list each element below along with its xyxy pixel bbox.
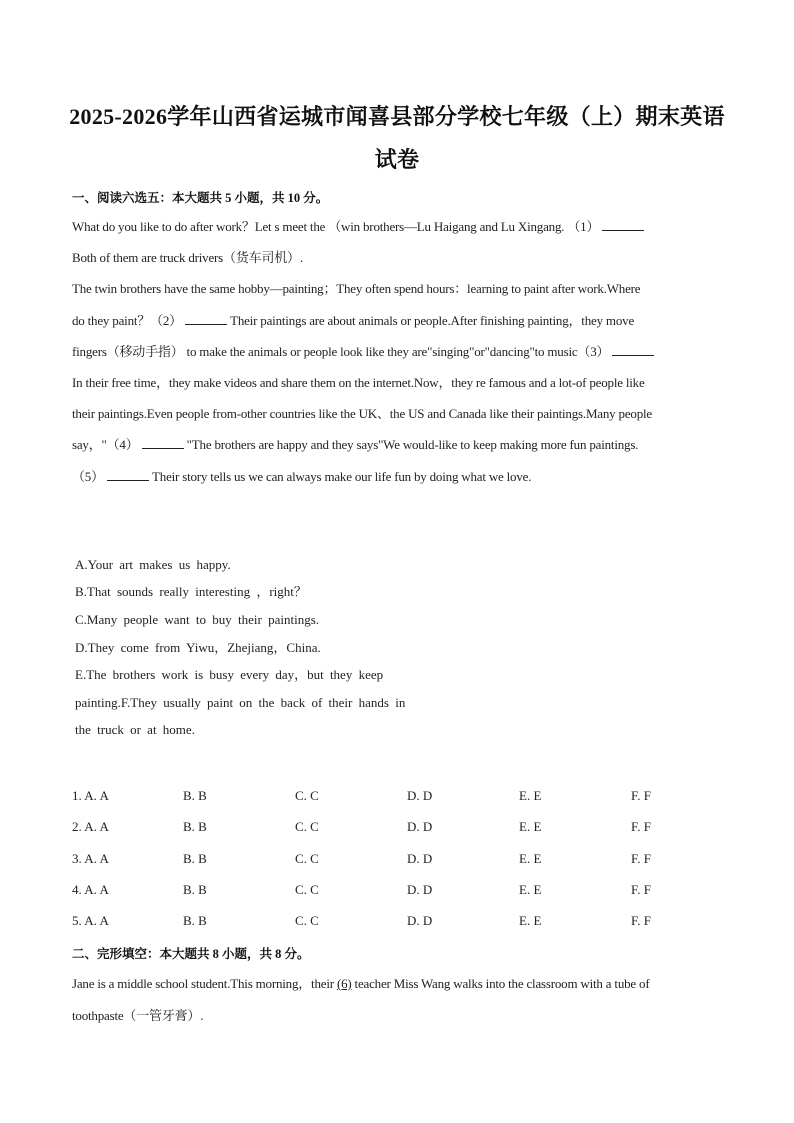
choice-d[interactable]: D. D xyxy=(407,788,433,803)
passage-line-3 xyxy=(72,280,722,298)
choice-d[interactable]: D. D xyxy=(407,851,433,866)
choice-b[interactable]: B. B xyxy=(183,882,207,897)
choice-d[interactable]: D. D xyxy=(407,882,433,897)
option-b: B.That sounds really interesting ，right？ xyxy=(75,584,307,599)
exam-title-line-2: 试卷 xyxy=(374,147,420,172)
choice-b[interactable]: B. B xyxy=(183,913,207,928)
passage-text: their paintings.Even people from-other countries like the UK、the US and Canada like their paintings.Many people xyxy=(72,406,652,421)
option-e: E.The brothers work is busy every day，but they keep xyxy=(75,667,384,682)
section-2-heading: 二、完形填空：本大题共 8 小题，共 8 分。 xyxy=(72,947,310,961)
cloze-text: Jane is a middle school student.This morning，their xyxy=(72,976,337,991)
choice-f[interactable]: F. F xyxy=(631,882,651,897)
passage-text: fingers（移动手指） to make the animals or people look like they are"singing"or"dancing"to music（3） xyxy=(72,344,610,359)
answer-blank-2[interactable] xyxy=(185,312,227,325)
passage-text: Both of them are truck drivers（货车司机）. xyxy=(72,250,303,265)
option-e-f: painting.F.They usually paint on the back of their hands in xyxy=(75,695,406,710)
passage-text: Their story tells us we can always make our life fun by doing what we love. xyxy=(152,469,532,484)
question-number-choice-a[interactable]: 3. A. A xyxy=(72,851,109,866)
passage-line-9 xyxy=(72,468,722,486)
choice-e[interactable]: E. E xyxy=(519,851,542,866)
choice-c[interactable]: C. C xyxy=(295,819,319,834)
cloze-line-2: toothpaste（一管牙膏）. xyxy=(72,1008,204,1023)
passage-text: In their free time，they make videos and share them on the internet.Now，they re famous and a lot-of people like xyxy=(72,375,645,390)
option-c: C.Many people want to buy their paintings. xyxy=(75,612,320,627)
choice-d[interactable]: D. D xyxy=(407,819,433,834)
choice-f[interactable]: F. F xyxy=(631,913,651,928)
choice-c[interactable]: C. C xyxy=(295,788,319,803)
choice-f[interactable]: F. F xyxy=(631,819,651,834)
choice-e[interactable]: E. E xyxy=(519,819,542,834)
choice-e[interactable]: E. E xyxy=(519,788,542,803)
choice-b[interactable]: B. B xyxy=(183,788,207,803)
choice-f[interactable]: F. F xyxy=(631,788,651,803)
answer-blank-3[interactable] xyxy=(612,343,654,356)
choice-b[interactable]: B. B xyxy=(183,851,207,866)
choice-e[interactable]: E. E xyxy=(519,882,542,897)
choice-d[interactable]: D. D xyxy=(407,913,433,928)
choice-c[interactable]: C. C xyxy=(295,913,319,928)
question-number-choice-a[interactable]: 2. A. A xyxy=(72,819,109,834)
passage-text: Their paintings are about animals or people.After finishing painting，they move xyxy=(230,313,635,328)
passage-line-5 xyxy=(72,343,722,361)
passage-line-1 xyxy=(72,218,722,236)
cloze-text: teacher Miss Wang walks into the classroom with a tube of xyxy=(351,976,650,991)
passage-line-2 xyxy=(72,249,722,267)
cloze-line-1 xyxy=(72,975,722,993)
passage-text: The twin brothers have the same hobby—painting；They often spend hours：learning to paint after work.Where xyxy=(72,281,641,296)
passage-line-6 xyxy=(72,374,722,392)
choice-c[interactable]: C. C xyxy=(295,882,319,897)
choice-b[interactable]: B. B xyxy=(183,819,207,834)
passage-text: say，"（4） xyxy=(72,437,139,452)
answer-row-1 xyxy=(72,788,722,808)
answer-row-4 xyxy=(72,882,722,902)
choice-e[interactable]: E. E xyxy=(519,913,542,928)
section-1-heading: 一、阅读六选五：本大题共 5 小题，共 10 分。 xyxy=(72,191,329,205)
choice-f[interactable]: F. F xyxy=(631,851,651,866)
passage-line-7 xyxy=(72,405,722,423)
choice-c[interactable]: C. C xyxy=(295,851,319,866)
answer-blank-4[interactable] xyxy=(142,436,184,449)
exam-title-line-1: 2025-2026学年山西省运城市闻喜县部分学校七年级（上）期末英语 xyxy=(69,104,725,129)
answer-row-3 xyxy=(72,851,722,871)
passage-text: （5） xyxy=(72,469,104,484)
passage-text: What do you like to do after work？Let s meet the （win brothers—Lu Haigang and Lu Xingang. （1） xyxy=(72,219,600,234)
passage-text: do they paint？（2） xyxy=(72,313,182,328)
option-d: D.They come from Yiwu，Zhejiang，China. xyxy=(75,640,321,655)
answer-blank-1[interactable] xyxy=(602,218,644,231)
passage-line-8 xyxy=(72,436,722,454)
option-f: the truck or at home. xyxy=(75,722,195,737)
answer-row-5 xyxy=(72,913,722,933)
answer-blank-5[interactable] xyxy=(107,468,149,481)
option-a: A.Your art makes us happy. xyxy=(75,557,231,572)
question-number-choice-a[interactable]: 5. A. A xyxy=(72,913,109,928)
passage-line-4 xyxy=(72,312,722,330)
question-number-choice-a[interactable]: 4. A. A xyxy=(72,882,109,897)
cloze-blank-6[interactable]: (6) xyxy=(336,976,352,991)
passage-text: "The brothers are happy and they says"We would-like to keep making more fun paintings. xyxy=(186,437,639,452)
answer-row-2 xyxy=(72,819,722,839)
question-number-choice-a[interactable]: 1. A. A xyxy=(72,788,109,803)
